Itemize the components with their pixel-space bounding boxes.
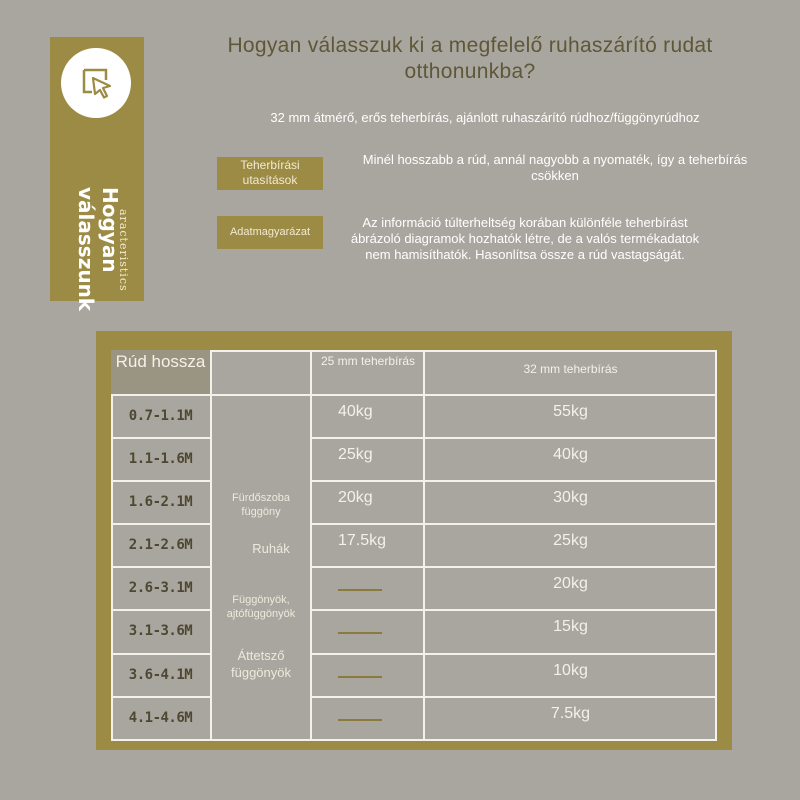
side-badge	[50, 37, 144, 312]
badge-subtitle: aracteristics	[117, 209, 130, 292]
row-divider	[111, 437, 210, 439]
rod-length-cell: 3.6-4.1M	[128, 667, 193, 683]
rod-length-cell: 1.1-1.6M	[128, 451, 193, 467]
load-32mm-cell: 10kg	[553, 662, 588, 679]
load-32mm-cell: 20kg	[553, 575, 588, 592]
no-value-dash	[338, 589, 382, 591]
header-load-25mm: 25 mm teherbírás	[320, 354, 416, 368]
page-subtitle: 32 mm átmérő, erős teherbírás, ajánlott ruhaszárító rúdhoz/függönyrúdhoz	[270, 110, 700, 125]
rod-length-cell: 0.7-1.1M	[128, 408, 193, 424]
cursor-window-icon	[80, 66, 114, 100]
data-explanation-label: Adatmagyarázat	[217, 216, 323, 249]
load-32mm-cell: 55kg	[553, 403, 588, 420]
load-25mm-cell: 17.5kg	[338, 532, 387, 549]
row-divider	[310, 480, 717, 482]
row-divider	[212, 394, 310, 396]
no-value-dash	[338, 676, 382, 678]
badge-icon-circle	[61, 48, 131, 118]
no-value-dash	[338, 632, 382, 634]
header-rod-length: Rúd hossza	[111, 350, 210, 394]
rod-length-cell: 2.6-3.1M	[128, 580, 193, 596]
rod-length-cell: 2.1-2.6M	[128, 537, 193, 553]
row-divider	[111, 696, 210, 698]
use-curtains-door-curtains: Függönyök, ajtófüggönyök	[226, 594, 296, 620]
row-divider	[111, 523, 210, 525]
row-divider	[310, 437, 717, 439]
row-divider	[310, 566, 717, 568]
row-divider	[310, 523, 717, 525]
row-divider	[111, 653, 210, 655]
load-32mm-cell: 25kg	[553, 532, 588, 549]
load-instructions-label: Teherbírási utasítások	[217, 157, 323, 190]
row-divider	[111, 609, 210, 611]
page-title: Hogyan válasszuk ki a megfelelő ruhaszárító rudat otthonunkba?	[227, 34, 713, 83]
row-divider	[111, 394, 210, 396]
row-divider	[111, 566, 210, 568]
data-explanation-text: Az információ túlterheltség korában különféle teherbírást ábrázoló diagramok hozhatók létre, de a valós termékadatok nem hamisíthatók. Hasonlítsa össze a rúd vastagságát.	[350, 215, 700, 262]
row-divider	[310, 696, 717, 698]
load-32mm-cell: 40kg	[553, 446, 588, 463]
row-divider	[310, 609, 717, 611]
row-divider	[310, 653, 717, 655]
row-divider	[111, 480, 210, 482]
badge-title: Hogyan válasszunk	[74, 187, 122, 312]
load-32mm-cell: 7.5kg	[550, 705, 591, 722]
no-value-dash	[338, 719, 382, 721]
use-bathroom-curtain: Fürdőszoba függöny	[231, 492, 291, 518]
rod-length-cell: 3.1-3.6M	[128, 623, 193, 639]
load-25mm-cell: 20kg	[338, 489, 373, 506]
rod-length-cell: 4.1-4.6M	[128, 710, 193, 726]
load-25mm-cell: 25kg	[338, 446, 373, 463]
load-25mm-cell: 40kg	[338, 403, 373, 420]
load-32mm-cell: 15kg	[553, 618, 588, 635]
load-32mm-cell: 30kg	[553, 489, 588, 506]
header-load-32mm: 32 mm teherbírás	[523, 362, 618, 376]
table-border-bottom	[111, 739, 717, 741]
load-instructions-text: Minél hosszabb a rúd, annál nagyobb a nyomaték, így a teherbírás csökken	[362, 152, 748, 183]
row-divider	[310, 394, 717, 396]
use-sheer-curtains: Áttetsző függönyök	[231, 648, 291, 680]
use-clothes: Ruhák	[252, 541, 290, 556]
rod-length-cell: 1.6-2.1M	[128, 494, 193, 510]
